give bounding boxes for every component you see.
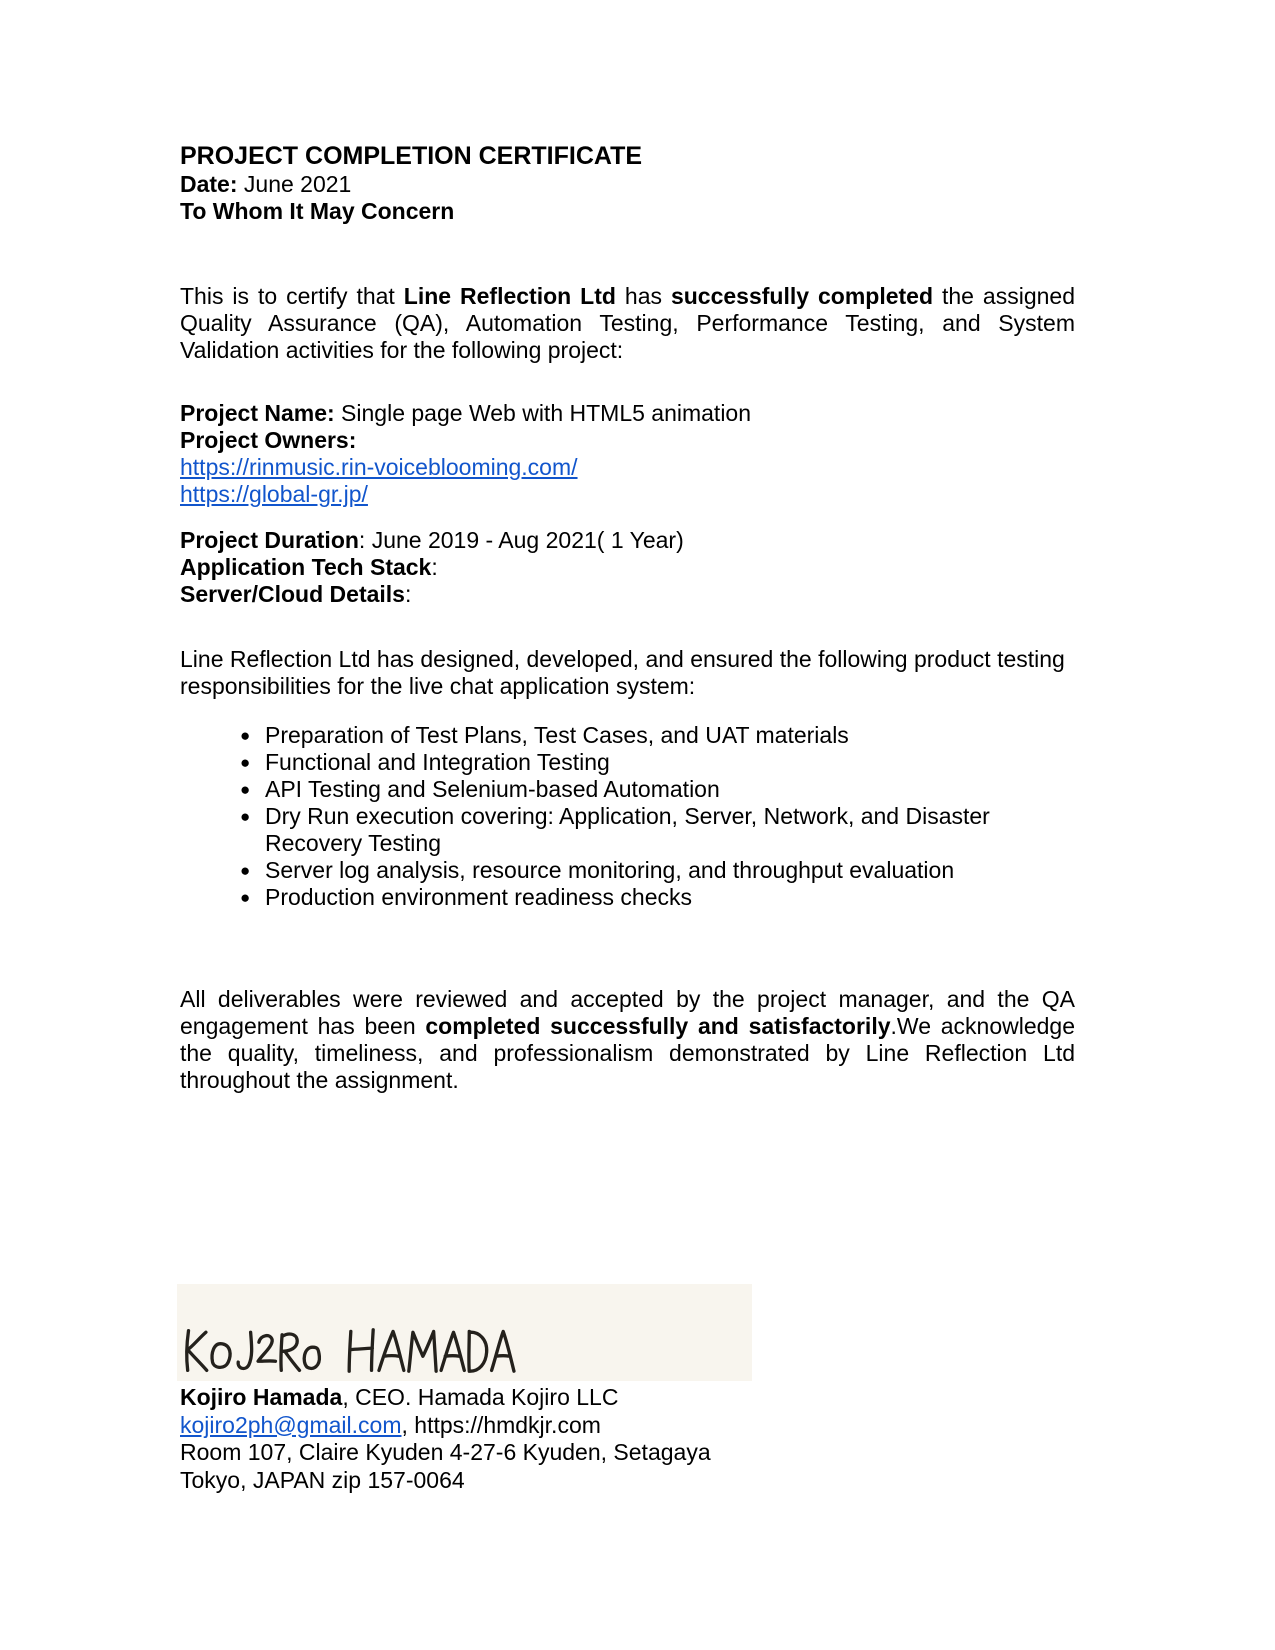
signer-block [180, 1384, 1075, 1494]
project-duration-value: : June 2019 - Aug 2021( 1 Year) [358, 527, 684, 553]
list-item [180, 803, 1075, 857]
server-details-label: Server/Cloud Details [180, 581, 405, 607]
date-label: Date: [180, 171, 238, 197]
signature-image [177, 1284, 752, 1381]
project-owner-link-row [180, 454, 1075, 481]
tech-stack-label: Application Tech Stack [180, 554, 432, 580]
list-item [180, 884, 1075, 911]
signer-address-line-2: Tokyo, JAPAN zip 157-0064 [180, 1466, 465, 1493]
server-details-line [180, 581, 1075, 608]
closing-text: .We acknowledge the quality, timeliness, and professionalism demonstrated by Line Reflection Ltd throughout the assignment. [180, 1013, 1075, 1093]
signer-name: Kojiro Hamada [180, 1384, 343, 1410]
closing-text: All deliverables were reviewed and accepted by the project manager, and the QA engagement has been [180, 986, 1075, 1039]
page-title: PROJECT COMPLETION CERTIFICATE [180, 142, 643, 170]
intro-paragraph [180, 283, 1075, 364]
signer-name-line [180, 1384, 1075, 1412]
bullet-icon: ● [240, 861, 251, 880]
project-name-label: Project Name: [180, 400, 335, 426]
project-owner-link-1[interactable]: https://rinmusic.rin-voiceblooming.com/ [180, 454, 578, 480]
project-name-value: Single page Web with HTML5 animation [334, 400, 752, 426]
signer-address-line-1: Room 107, Claire Kyuden 4-27-6 Kyuden, Setagaya [180, 1439, 711, 1466]
list-item-text: API Testing and Selenium-based Automation [265, 776, 720, 802]
list-item [180, 749, 1075, 776]
bullet-icon: ● [240, 753, 251, 772]
list-item-text: Production environment readiness checks [265, 884, 693, 910]
list-item [180, 857, 1075, 884]
bullet-icon: ● [240, 726, 251, 745]
bullet-icon: ● [240, 780, 251, 799]
signer-title: , CEO. Hamada Kojiro LLC [342, 1384, 619, 1410]
project-owner-link-2[interactable]: https://global-gr.jp/ [180, 481, 368, 507]
project-duration-label: Project Duration [180, 527, 359, 553]
tech-stack-line [180, 554, 1075, 581]
responsibilities-list [180, 722, 1075, 911]
tech-stack-value: : [431, 554, 438, 580]
project-info [180, 400, 1075, 508]
closing-status: completed successfully and satisfactorily [425, 1013, 891, 1039]
responsibilities-intro: Line Reflection Ltd has designed, developed, and ensured the following product testing responsibilities for the live chat application system: [180, 646, 1065, 699]
project-name-line [180, 400, 1075, 427]
company-name: Line Reflection Ltd [403, 283, 616, 309]
list-item-text: Server log analysis, resource monitoring, and throughput evaluation [265, 857, 955, 883]
project-owner-link-row [180, 481, 1075, 508]
project-owners-label: Project Owners: [180, 427, 357, 453]
closing-paragraph [180, 986, 1075, 1094]
date-line [180, 171, 1075, 198]
list-item [180, 776, 1075, 803]
signer-website: , https://hmdkjr.com [401, 1411, 601, 1438]
intro-text: the assigned Quality Assurance (QA), Automation Testing, Performance Testing, and System Validation activities for the following project: [180, 283, 1076, 363]
intro-text: This is to certify that [180, 283, 404, 309]
list-item-text: Functional and Integration Testing [265, 749, 610, 775]
list-item [180, 722, 1075, 749]
intro-text: has [615, 283, 671, 309]
completion-status: successfully completed [670, 283, 934, 309]
document-header [180, 142, 1075, 225]
project-details [180, 527, 1075, 608]
bullet-icon: ● [240, 888, 251, 907]
date-value: June 2021 [237, 171, 352, 197]
server-details-value: : [404, 581, 412, 607]
bullet-icon: ● [240, 807, 251, 826]
signer-email-link[interactable]: kojiro2ph@gmail.com [180, 1411, 402, 1438]
project-duration-line [180, 527, 1075, 554]
signer-contact-line [180, 1412, 1075, 1440]
list-item-text: Preparation of Test Plans, Test Cases, and UAT materials [265, 722, 849, 748]
salutation: To Whom It May Concern [180, 198, 455, 224]
signature-handwriting-icon [180, 1324, 520, 1377]
list-item-text: Dry Run execution covering: Application, Server, Network, and Disaster Recovery Testing [265, 803, 990, 856]
